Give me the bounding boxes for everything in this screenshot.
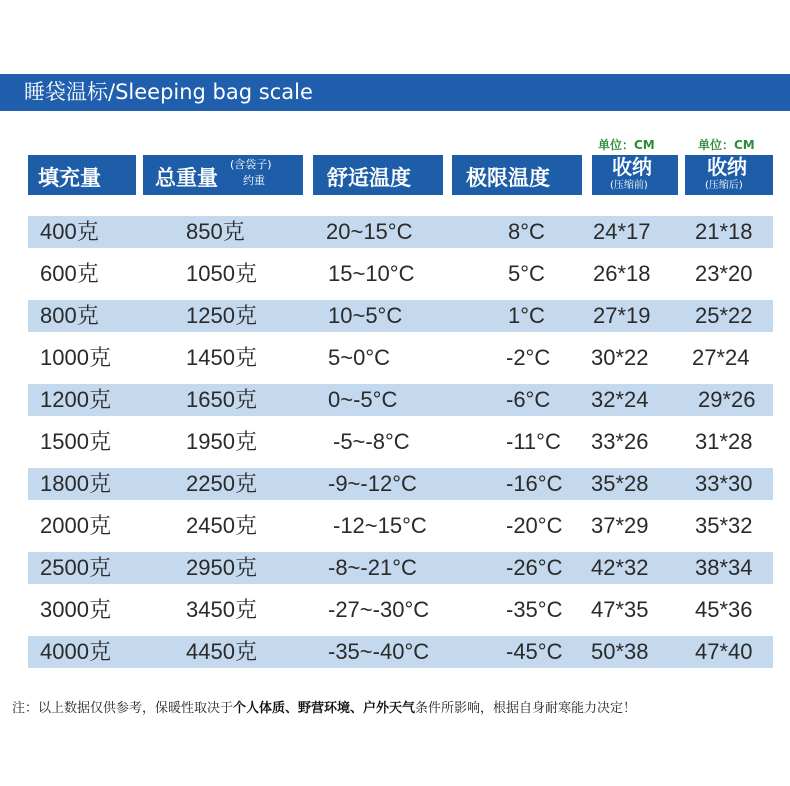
cell-pack-after: 38*34: [695, 555, 753, 580]
cell-pack-after: 25*22: [695, 303, 753, 328]
cell-limit: -45°C: [506, 639, 563, 664]
cell-fill: 1800克: [40, 471, 111, 496]
cell-weight: 2450克: [186, 513, 257, 538]
header-pack-before-label: 收纳: [612, 155, 652, 179]
cell-fill: 400克: [40, 219, 99, 244]
cell-pack-after: 21*18: [695, 219, 753, 244]
cell-limit: -11°C: [506, 429, 561, 454]
header-total-weight: [143, 155, 303, 195]
cell-comfort: -9~-12°C: [328, 471, 417, 496]
cell-weight: 1950克: [186, 429, 257, 454]
cell-fill: 4000克: [40, 639, 111, 664]
cell-weight: 850克: [186, 219, 245, 244]
cell-fill: 3000克: [40, 597, 111, 622]
cell-comfort: 15~10°C: [328, 261, 415, 286]
cell-limit: 5°C: [508, 261, 545, 286]
cell-limit: -20°C: [506, 513, 563, 538]
cell-pack-after: 27*24: [692, 345, 750, 370]
table-row: [28, 384, 773, 416]
cell-pack-before: 35*28: [591, 471, 649, 496]
cell-comfort: 0~-5°C: [328, 387, 398, 412]
header-pack-after-sub: (压缩后): [705, 180, 743, 191]
cell-limit: -16°C: [506, 471, 563, 496]
cell-comfort: 10~5°C: [328, 303, 403, 328]
unit-label-before: 单位：CM: [598, 138, 655, 152]
cell-fill: 1500克: [40, 429, 111, 454]
cell-limit: -2°C: [506, 345, 551, 370]
table-row: [28, 258, 773, 290]
header-pack-before-sub: (压缩前): [610, 180, 648, 191]
cell-fill: 2500克: [40, 555, 111, 580]
header-comfort-label: 舒适温度: [327, 166, 411, 190]
header-total-weight-label: 总重量: [155, 166, 218, 190]
unit-label-after: 单位：CM: [698, 138, 755, 152]
cell-weight: 3450克: [186, 597, 257, 622]
cell-weight: 1450克: [186, 345, 257, 370]
title-bar: [0, 74, 790, 111]
cell-pack-before: 24*17: [593, 219, 651, 244]
cell-pack-after: 23*20: [695, 261, 753, 286]
cell-comfort: 20~15°C: [326, 219, 413, 244]
cell-pack-before: 26*18: [593, 261, 651, 286]
cell-pack-before: 50*38: [591, 639, 649, 664]
cell-pack-after: 47*40: [695, 639, 753, 664]
cell-fill: 1200克: [40, 387, 111, 412]
footnote-part1: 注：以上数据仅供参考，保暖性取决于: [12, 701, 234, 716]
page-title: 睡袋温标/Sleeping bag scale: [24, 80, 313, 104]
footnote-bold: 个人体质、野营环境、户外天气: [233, 701, 416, 716]
cell-pack-after: 45*36: [695, 597, 753, 622]
footnote-part2: 条件所影响，根据自身耐寒能力决定！: [415, 701, 637, 716]
cell-pack-after: 35*32: [695, 513, 753, 538]
cell-comfort: -27~-30°C: [328, 597, 430, 622]
cell-weight: 2250克: [186, 471, 257, 496]
cell-comfort: -5~-8°C: [333, 429, 410, 454]
table-row: [28, 426, 773, 458]
cell-weight: 1650克: [186, 387, 257, 412]
cell-pack-before: 30*22: [591, 345, 649, 370]
cell-limit: -35°C: [506, 597, 563, 622]
cell-limit: -6°C: [506, 387, 551, 412]
table-row: [28, 468, 773, 500]
cell-pack-before: 32*24: [591, 387, 649, 412]
cell-weight: 2950克: [186, 555, 257, 580]
table-row: [28, 510, 773, 542]
table-row: [28, 342, 773, 374]
header-limit: [452, 155, 582, 195]
header-comfort: [313, 155, 443, 195]
cell-weight: 4450克: [186, 639, 257, 664]
table-row: [28, 594, 773, 626]
cell-pack-after: 29*26: [698, 387, 756, 412]
cell-limit: -26°C: [506, 555, 563, 580]
header-fill: [28, 155, 136, 195]
cell-fill: 600克: [40, 261, 99, 286]
header-limit-label: 极限温度: [466, 166, 550, 190]
footnote: [12, 697, 782, 716]
cell-limit: 1°C: [508, 303, 545, 328]
table-row: [28, 636, 773, 668]
cell-weight: 1050克: [186, 261, 257, 286]
cell-pack-after: 31*28: [695, 429, 753, 454]
cell-fill: 2000克: [40, 513, 111, 538]
cell-limit: 8°C: [508, 219, 545, 244]
table-row: [28, 216, 773, 248]
cell-pack-after: 33*30: [695, 471, 753, 496]
table-row: [28, 300, 773, 332]
header-total-weight-sub2: 约重: [243, 174, 265, 187]
header-fill-label: 填充量: [38, 166, 101, 190]
cell-fill: 1000克: [40, 345, 111, 370]
header-total-weight-sub1: (含袋子): [230, 158, 272, 171]
cell-pack-before: 42*32: [591, 555, 649, 580]
cell-pack-before: 33*26: [591, 429, 649, 454]
cell-comfort: -12~15°C: [333, 513, 427, 538]
cell-pack-before: 27*19: [593, 303, 651, 328]
cell-fill: 800克: [40, 303, 99, 328]
table-row: [28, 552, 773, 584]
cell-pack-before: 47*35: [591, 597, 649, 622]
header-pack-before: [592, 155, 678, 195]
cell-comfort: 5~0°C: [328, 345, 391, 370]
header-pack-after-label: 收纳: [707, 155, 747, 179]
cell-weight: 1250克: [186, 303, 257, 328]
cell-pack-before: 37*29: [591, 513, 649, 538]
cell-comfort: -35~-40°C: [328, 639, 430, 664]
header-pack-after: [685, 155, 773, 195]
cell-comfort: -8~-21°C: [328, 555, 417, 580]
